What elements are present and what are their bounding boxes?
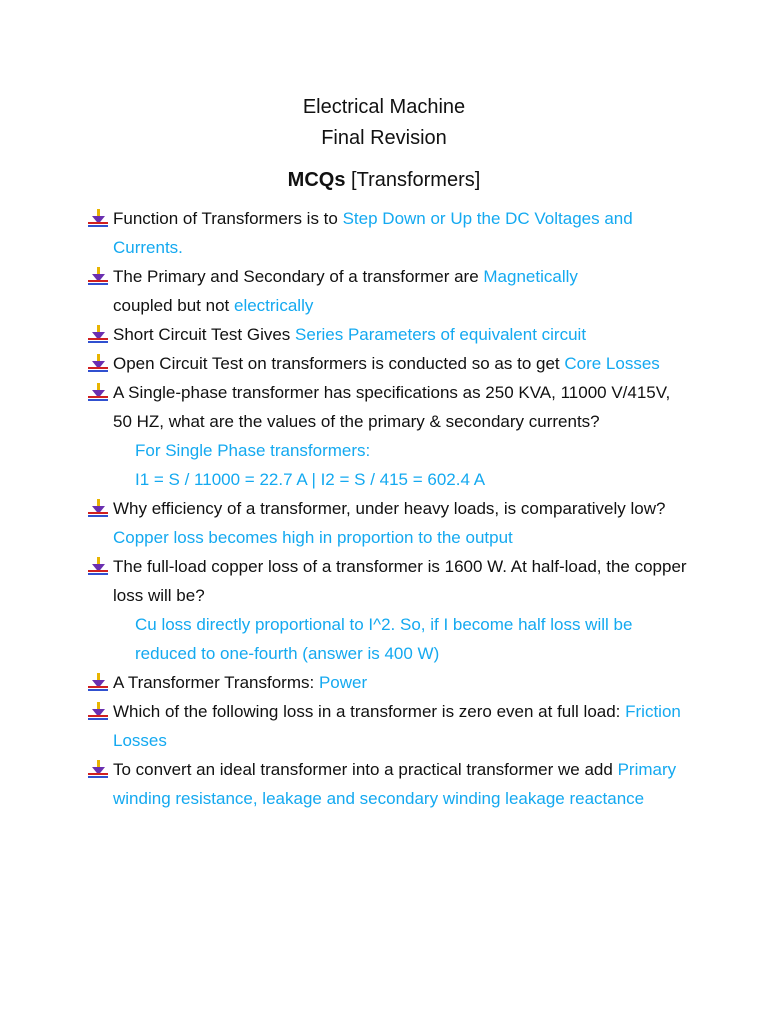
question-text: Open Circuit Test on transformers is conducted so as to get: [113, 354, 565, 373]
answer-line-1: For Single Phase transformers:: [135, 441, 371, 460]
arrow-bullet-icon: [88, 760, 108, 778]
question-text: The full-load copper loss of a transformer is 1600 W. At half-load, the copper loss will be?: [113, 557, 687, 605]
answer-text: Friction Losses: [113, 702, 681, 750]
answer-text: Step Down or Up the DC Voltages and Currents.: [113, 209, 633, 257]
list-item: [88, 262, 688, 320]
list-item: [88, 668, 688, 697]
list-item: [88, 552, 688, 668]
arrow-bullet-icon: [88, 209, 108, 227]
question-text: A Single-phase transformer has specifications as 250 KVA, 11000 V/415V, 50 HZ, what are the values of the primary & secondary currents?: [113, 383, 671, 431]
arrow-bullet-icon: [88, 267, 108, 285]
arrow-bullet-icon: [88, 702, 108, 720]
answer-text: Cu loss directly proportional to I^2. So, if I become half loss will be reduced to one-fourth (answer is 400 W): [135, 615, 633, 663]
mcq-list: [88, 204, 688, 813]
answer-text: Core Losses: [564, 354, 660, 373]
answer-text-continued: electrically: [233, 296, 314, 315]
arrow-bullet-icon: [88, 325, 108, 343]
answer-text: Series Parameters of equivalent circuit: [295, 325, 587, 344]
section-heading-bold: MCQs: [287, 169, 346, 191]
question-text: Function of Transformers is to: [113, 209, 343, 228]
question-text: Which of the following loss in a transformer is zero even at full load:: [113, 702, 626, 721]
section-heading: [0, 168, 768, 192]
arrow-bullet-icon: [88, 557, 108, 575]
question-text: Short Circuit Test Gives: [113, 325, 296, 344]
answer-line-2: I1 = S / 11000 = 22.7 A | I2 = S / 415 = 602.4 A: [135, 470, 486, 489]
arrow-bullet-icon: [88, 499, 108, 517]
answer-text: Copper loss becomes high in proportion to the output: [113, 528, 513, 547]
section-heading-rest: [Transformers]: [351, 169, 481, 191]
question-text-continued: coupled but not: [113, 296, 234, 315]
arrow-bullet-icon: [88, 354, 108, 372]
question-text: The Primary and Secondary of a transformer are: [113, 267, 484, 286]
arrow-bullet-icon: [88, 673, 108, 691]
list-item: [88, 494, 688, 552]
arrow-bullet-icon: [88, 383, 108, 401]
list-item: [88, 320, 688, 349]
answer-text: Power: [318, 673, 368, 692]
question-text: Why efficiency of a transformer, under heavy loads, is comparatively low?: [113, 499, 666, 518]
list-item: [88, 697, 688, 755]
list-item: [88, 378, 688, 494]
list-item: [88, 349, 688, 378]
answer-text: Primary winding resistance, leakage and secondary winding leakage reactance: [113, 760, 677, 808]
question-text: A Transformer Transforms:: [113, 673, 319, 692]
document-title: Electrical Machine: [302, 96, 466, 118]
answer-text: Magnetically: [483, 267, 578, 286]
list-item: [88, 204, 688, 262]
question-text: To convert an ideal transformer into a practical transformer we add: [113, 760, 618, 779]
list-item: [88, 755, 688, 813]
document-subtitle: Final Revision: [321, 127, 447, 149]
